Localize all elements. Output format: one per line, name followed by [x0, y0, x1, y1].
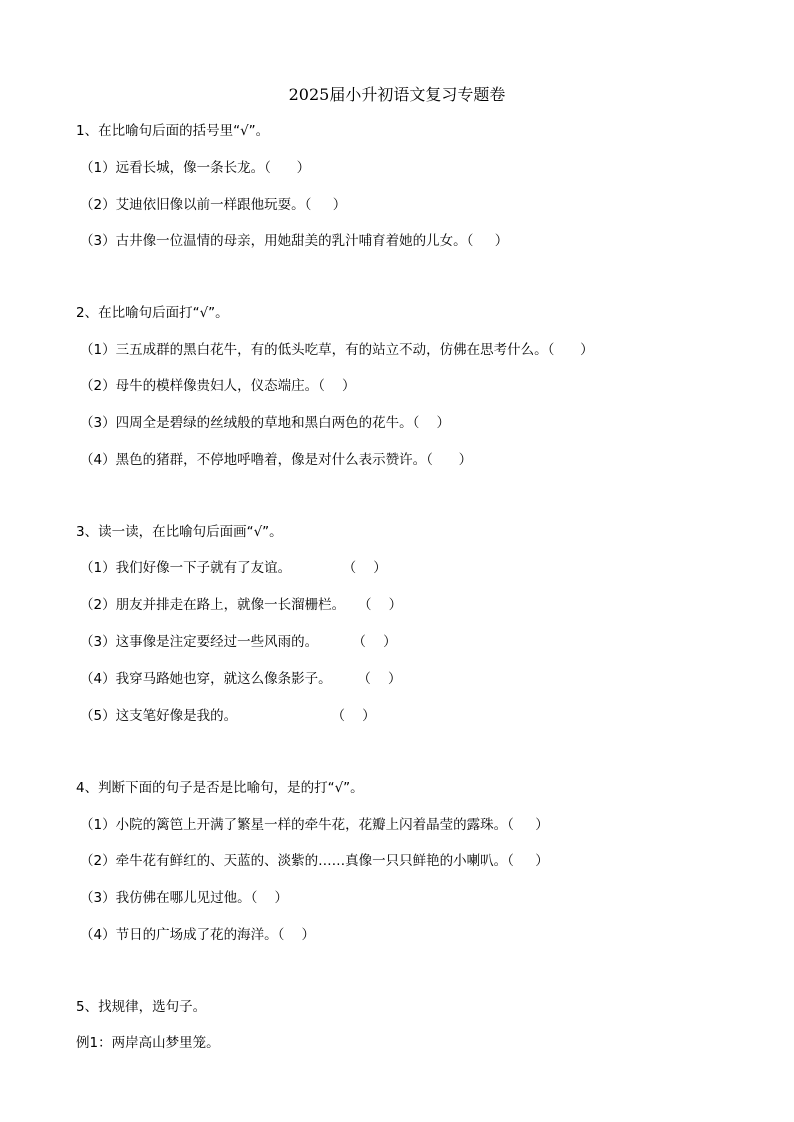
question-2-1: （1）三五成群的黑白花牛，有的低头吃草，有的站立不动，仿佛在思考什么。（ ） — [80, 342, 594, 358]
question-3-5: （5）这支笔好像是我的。 （ ） — [80, 708, 376, 724]
question-4-1: （1）小院的篱笆上开满了繁星一样的牵牛花，花瓣上闪着晶莹的露珠。（ ） — [80, 817, 549, 833]
question-3-4: （4）我穿马路她也穿，就这么像条影子。 （ ） — [80, 671, 402, 687]
question-2-3: （3）四周全是碧绿的丝绒般的草地和黑白两色的花牛。（ ） — [80, 415, 451, 431]
question-2-2: （2）母牛的模样像贵妇人，仪态端庄。（ ） — [80, 378, 356, 394]
section-5-heading: 5、找规律，选句子。 — [76, 999, 207, 1015]
question-1-2: （2）艾迪依旧像以前一样跟他玩耍。（ ） — [80, 197, 347, 213]
section-2-heading: 2、在比喻句后面打“√”。 — [76, 305, 229, 321]
question-4-2: （2）牵牛花有鲜红的、天蓝的、淡紫的……真像一只只鲜艳的小喇叭。（ ） — [80, 853, 549, 869]
question-3-2: （2）朋友并排走在路上，就像一长溜栅栏。 （ ） — [80, 597, 403, 613]
page-title: 2025届小升初语文复习专题卷 — [288, 85, 506, 104]
question-4-4: （4）节日的广场成了花的海洋。（ ） — [80, 927, 316, 943]
question-1-3: （3）古井像一位温情的母亲，用她甜美的乳汁哺育着她的儿女。（ ） — [80, 233, 509, 249]
question-2-4: （4）黑色的猪群，不停地呼噜着，像是对什么表示赞许。（ ） — [80, 452, 473, 468]
question-1-1: （1）远看长城，像一条长龙。（ ） — [80, 160, 311, 176]
question-3-3: （3）这事像是注定要经过一些风雨的。 （ ） — [80, 634, 397, 650]
question-4-3: （3）我仿佛在哪儿见过他。（ ） — [80, 890, 289, 906]
section-1-heading: 1、在比喻句后面的括号里“√”。 — [76, 123, 270, 139]
section-3-heading: 3、读一读，在比喻句后面画“√”。 — [76, 524, 283, 540]
section-4-heading: 4、判断下面的句子是否是比喻句，是的打“√”。 — [76, 780, 364, 796]
question-3-1: （1）我们好像一下子就有了友谊。 （ ） — [80, 560, 387, 576]
example-5-1: 例1：两岸高山梦里笼。 — [76, 1035, 220, 1051]
